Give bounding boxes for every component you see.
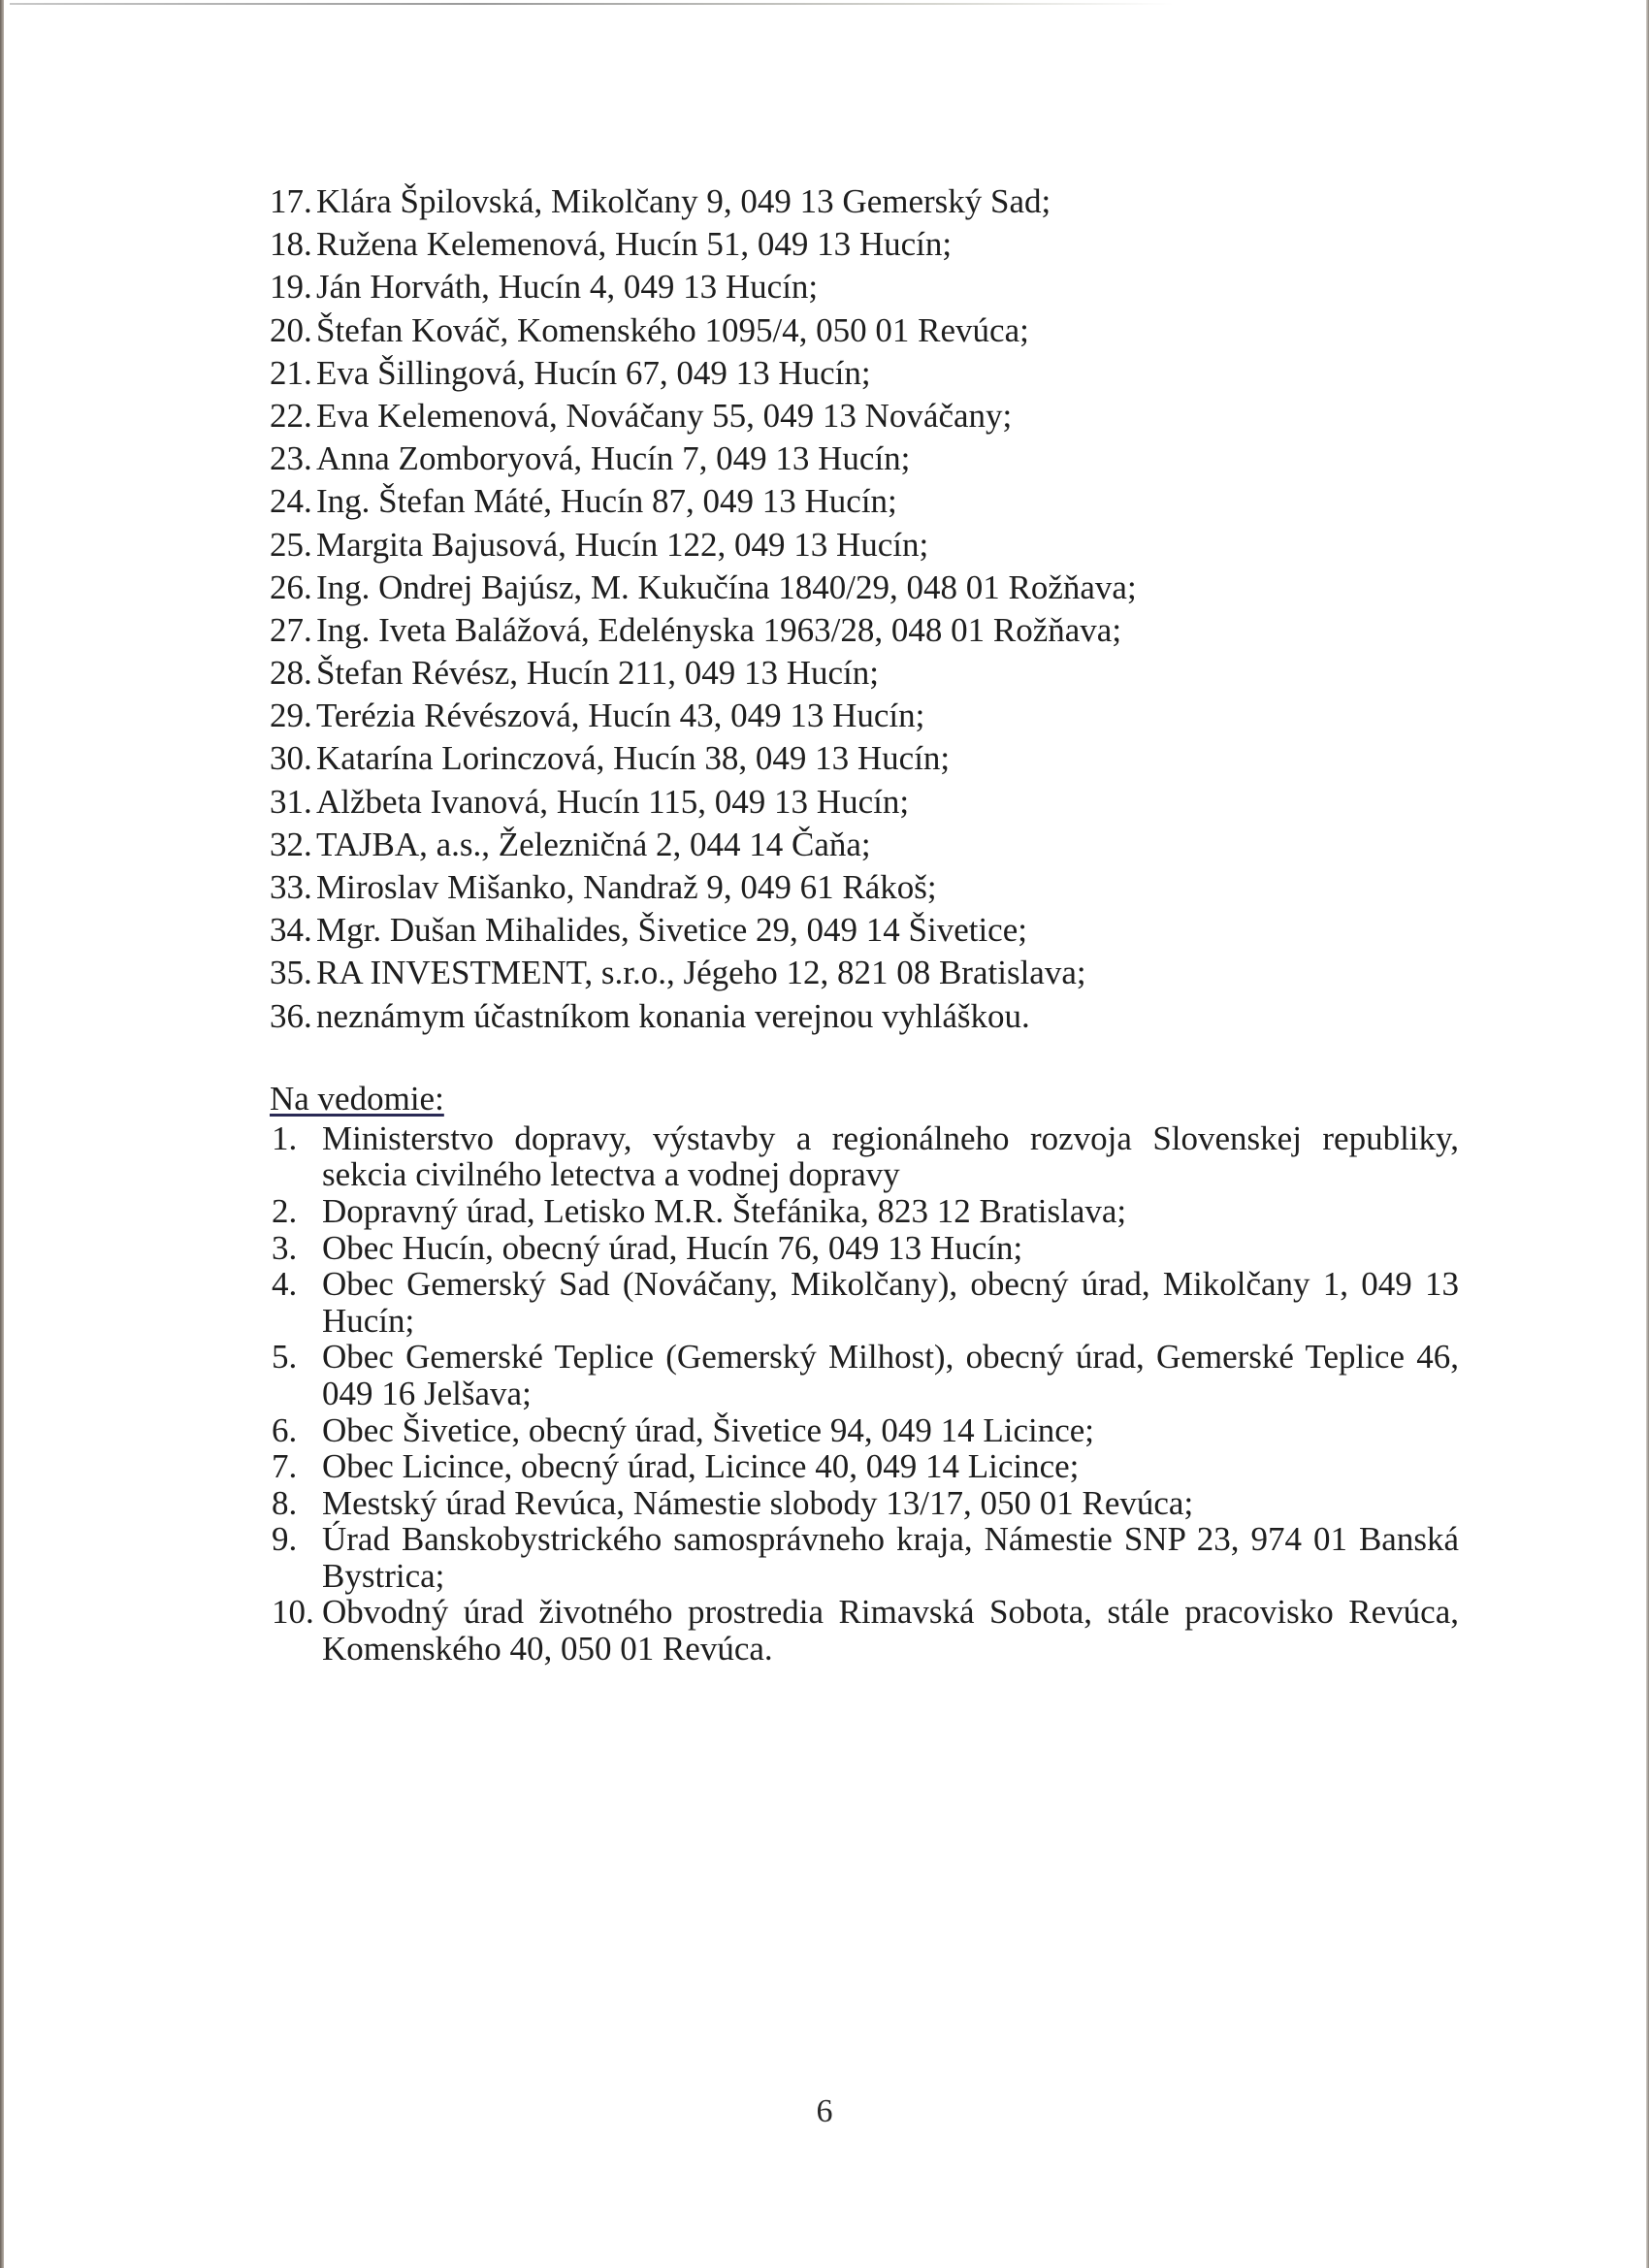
scan-edge-top (10, 3, 1174, 5)
addressee-item (270, 652, 1459, 695)
item-text: Obec Hucín, obecný úrad, Hucín 76, 049 13 Hucín; (322, 1228, 1023, 1267)
item-number: 23. (270, 439, 312, 478)
item-number: 8. (272, 1483, 298, 1522)
item-text: Ing. Ondrej Bajúsz, M. Kukučína 1840/29, 048 01 Rožňava; (316, 567, 1137, 606)
addressee-item (270, 395, 1459, 437)
item-number: 18. (270, 225, 312, 264)
item-number: 3. (272, 1228, 298, 1267)
addressee-item (270, 180, 1459, 223)
item-number: 24. (270, 482, 312, 521)
item-text: TAJBA, a.s., Železničná 2, 044 14 Čaňa; (316, 825, 871, 863)
item-text: Eva Šillingová, Hucín 67, 049 13 Hucín; (316, 353, 871, 392)
item-text: Mgr. Dušan Mihalides, Šivetice 29, 049 14 Šivetice; (316, 911, 1027, 950)
page-number: 6 (816, 2093, 833, 2129)
notice-item (270, 1230, 1459, 1267)
item-text: Margita Bajusová, Hucín 122, 049 13 Hucín; (316, 525, 929, 564)
notice-item (270, 1521, 1459, 1594)
item-number: 21. (270, 353, 312, 392)
addressee-item (270, 309, 1459, 352)
item-text: Štefan Révész, Hucín 211, 049 13 Hucín; (316, 654, 879, 693)
notice-heading: Na vedomie: (270, 1079, 444, 1118)
item-text: Ružena Kelemenová, Hucín 51, 049 13 Hucín; (316, 225, 953, 264)
document-page (270, 180, 1459, 1668)
addressee-item (270, 524, 1459, 567)
item-text: Katarína Lorinczová, Hucín 38, 049 13 Hucín; (316, 739, 951, 778)
notice-item (270, 1339, 1459, 1411)
item-number: 1. (272, 1118, 298, 1157)
notice-list (270, 1120, 1459, 1668)
item-number: 29. (270, 697, 312, 735)
addressee-item (270, 609, 1459, 652)
item-text: Štefan Kováč, Komenského 1095/4, 050 01 Revúca; (316, 310, 1029, 349)
item-text: Dopravný úrad, Letisko M.R. Štefánika, 823 12 Bratislava; (322, 1191, 1127, 1230)
item-number: 33. (270, 868, 312, 906)
item-number: 6. (272, 1410, 298, 1449)
notice-item (270, 1193, 1459, 1230)
item-text: Terézia Révészová, Hucín 43, 049 13 Hucín; (316, 697, 925, 735)
item-number: 10. (272, 1593, 314, 1632)
item-text: Obec Gemerské Teplice (Gemerský Milhost), obecný úrad, Gemerské Teplice 46, 049 16 Jelšava; (322, 1338, 1459, 1412)
addressee-item (270, 437, 1459, 480)
addressee-item (270, 737, 1459, 780)
item-text: Obec Gemerský Sad (Nováčany, Mikolčany), obecný úrad, Mikolčany 1, 049 13 Hucín; (322, 1265, 1459, 1340)
item-number: 28. (270, 654, 312, 693)
addressee-item (270, 223, 1459, 266)
item-number: 19. (270, 268, 312, 307)
notice-item (270, 1448, 1459, 1485)
item-text: Ing. Iveta Balážová, Edelényska 1963/28, 048 01 Rožňava; (316, 610, 1122, 649)
item-text: Miroslav Mišanko, Nandraž 9, 049 61 Rákoš; (316, 868, 937, 906)
notice-item (270, 1594, 1459, 1667)
notice-item (270, 1485, 1459, 1522)
item-text: RA INVESTMENT, s.r.o., Jégeho 12, 821 08 Bratislava; (316, 954, 1086, 992)
addressee-item (270, 995, 1459, 1038)
addressee-item (270, 352, 1459, 395)
addressee-item (270, 866, 1459, 909)
item-number: 25. (270, 525, 312, 564)
addressee-item (270, 909, 1459, 952)
item-text: Alžbeta Ivanová, Hucín 115, 049 13 Hucín; (316, 782, 910, 821)
notice-item (270, 1412, 1459, 1449)
item-number: 31. (270, 782, 312, 821)
item-number: 26. (270, 567, 312, 606)
addressee-item (270, 266, 1459, 308)
item-text: Ing. Štefan Máté, Hucín 87, 049 13 Hucín; (316, 482, 897, 521)
item-number: 5. (272, 1338, 298, 1377)
addressee-item (270, 480, 1459, 523)
item-number: 35. (270, 954, 312, 992)
item-number: 30. (270, 739, 312, 778)
item-text: Eva Kelemenová, Nováčany 55, 049 13 Nováčany; (316, 396, 1013, 435)
addressee-item (270, 824, 1459, 866)
item-number: 17. (270, 182, 312, 220)
addressee-item (270, 567, 1459, 609)
item-number: 7. (272, 1447, 298, 1486)
item-number: 34. (270, 911, 312, 950)
notice-item (270, 1120, 1459, 1193)
item-text: Ministerstvo dopravy, výstavby a regionálneho rozvoja Slovenskej republiky, sekcia civilného letectva a vodnej dopravy (322, 1118, 1459, 1194)
item-number: 22. (270, 396, 312, 435)
item-number: 2. (272, 1191, 298, 1230)
item-number: 36. (270, 996, 312, 1035)
item-text: Obec Licince, obecný úrad, Licince 40, 049 14 Licince; (322, 1447, 1080, 1486)
item-text: Anna Zomboryová, Hucín 7, 049 13 Hucín; (316, 439, 911, 478)
item-text: Obvodný úrad životného prostredia Rimavská Sobota, stále pracovisko Revúca, Komenského 40, 050 01 Revúca. (322, 1593, 1459, 1669)
item-number: 32. (270, 825, 312, 863)
addressee-item (270, 695, 1459, 737)
notice-item (270, 1266, 1459, 1339)
item-text: Mestský úrad Revúca, Námestie slobody 13/17, 050 01 Revúca; (322, 1483, 1194, 1522)
addressee-item (270, 781, 1459, 824)
item-text: Klára Špilovská, Mikolčany 9, 049 13 Gemerský Sad; (316, 182, 1051, 220)
item-text: Ján Horváth, Hucín 4, 049 13 Hucín; (316, 268, 819, 307)
item-text: neznámym účastníkom konania verejnou vyhláškou. (316, 996, 1030, 1035)
item-text: Obec Šivetice, obecný úrad, Šivetice 94, 049 14 Licince; (322, 1410, 1094, 1449)
item-number: 4. (272, 1265, 298, 1304)
item-number: 27. (270, 610, 312, 649)
addressee-list (270, 180, 1459, 1038)
item-number: 9. (272, 1520, 298, 1559)
item-text: Úrad Banskobystrického samosprávneho kraja, Námestie SNP 23, 974 01 Banská Bystrica; (322, 1520, 1459, 1595)
item-number: 20. (270, 310, 312, 349)
scan-edge-left (0, 0, 4, 2268)
addressee-item (270, 952, 1459, 994)
